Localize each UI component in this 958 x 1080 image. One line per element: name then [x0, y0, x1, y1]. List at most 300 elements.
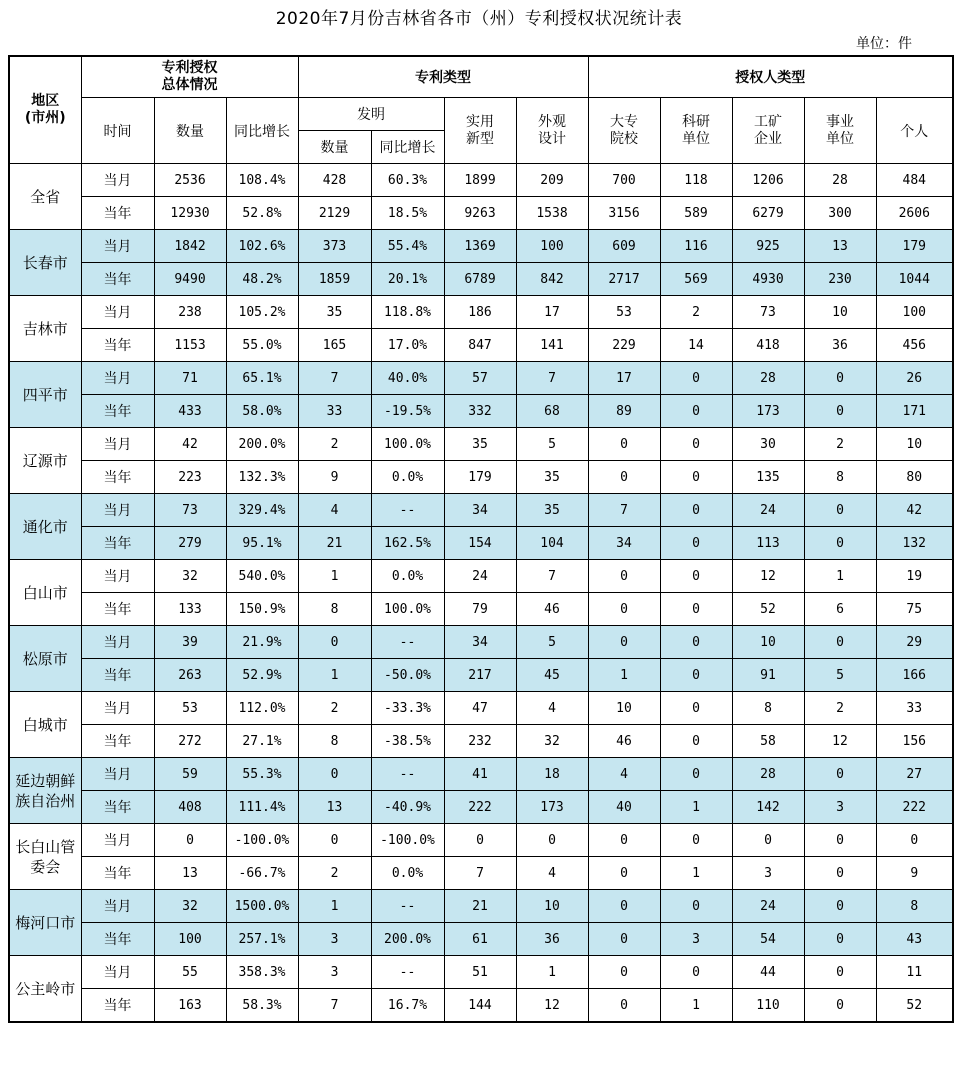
cell-college: 0 [588, 923, 660, 956]
cell-utility: 222 [444, 791, 516, 824]
cell-individual: 484 [876, 164, 953, 197]
cell-individual: 80 [876, 461, 953, 494]
cell-institution: 0 [804, 923, 876, 956]
cell-inv-quantity: 1859 [298, 263, 371, 296]
cell-college: 0 [588, 857, 660, 890]
patent-statistics-table [8, 55, 954, 1023]
cell-design: 45 [516, 659, 588, 692]
cell-institution: 5 [804, 659, 876, 692]
cell-inv-yoy: 200.0% [371, 923, 444, 956]
cell-research: 116 [660, 230, 732, 263]
cell-time: 当年 [81, 527, 154, 560]
table-row [9, 857, 953, 890]
header-region-text: 地区 (市州) [24, 93, 66, 126]
cell-research: 0 [660, 956, 732, 989]
cell-individual: 43 [876, 923, 953, 956]
cell-institution: 6 [804, 593, 876, 626]
cell-design: 842 [516, 263, 588, 296]
cell-time: 当年 [81, 197, 154, 230]
cell-yoy: 102.6% [226, 230, 298, 263]
cell-utility: 7 [444, 857, 516, 890]
cell-utility: 217 [444, 659, 516, 692]
cell-yoy: 58.3% [226, 989, 298, 1023]
cell-utility: 144 [444, 989, 516, 1023]
header-research [660, 98, 732, 164]
cell-college: 0 [588, 560, 660, 593]
cell-individual: 2606 [876, 197, 953, 230]
cell-quantity: 42 [154, 428, 226, 461]
table-row [9, 626, 953, 659]
cell-institution: 0 [804, 527, 876, 560]
cell-research: 1 [660, 989, 732, 1023]
cell-individual: 8 [876, 890, 953, 923]
header-college [588, 98, 660, 164]
cell-individual: 456 [876, 329, 953, 362]
cell-time: 当月 [81, 626, 154, 659]
header-total-group-text: 专利授权 总体情况 [161, 60, 218, 93]
cell-inv-yoy: 162.5% [371, 527, 444, 560]
cell-enterprise: 52 [732, 593, 804, 626]
cell-institution: 300 [804, 197, 876, 230]
cell-research: 3 [660, 923, 732, 956]
cell-inv-yoy: 16.7% [371, 989, 444, 1023]
cell-design: 17 [516, 296, 588, 329]
cell-inv-yoy: 100.0% [371, 428, 444, 461]
cell-inv-yoy: -- [371, 890, 444, 923]
cell-design: 141 [516, 329, 588, 362]
region-name: 吉林市 [9, 296, 81, 362]
cell-inv-yoy: -- [371, 758, 444, 791]
cell-institution: 0 [804, 362, 876, 395]
cell-inv-quantity: 428 [298, 164, 371, 197]
cell-yoy: 200.0% [226, 428, 298, 461]
cell-yoy: 111.4% [226, 791, 298, 824]
cell-enterprise: 6279 [732, 197, 804, 230]
header-time: 时间 [81, 98, 154, 164]
cell-quantity: 73 [154, 494, 226, 527]
cell-design: 5 [516, 626, 588, 659]
table-row [9, 791, 953, 824]
cell-design: 35 [516, 494, 588, 527]
cell-enterprise: 44 [732, 956, 804, 989]
cell-college: 0 [588, 824, 660, 857]
cell-individual: 132 [876, 527, 953, 560]
region-name: 公主岭市 [9, 956, 81, 1023]
cell-quantity: 263 [154, 659, 226, 692]
cell-college: 7 [588, 494, 660, 527]
region-name: 梅河口市 [9, 890, 81, 956]
cell-design: 1538 [516, 197, 588, 230]
cell-inv-yoy: 18.5% [371, 197, 444, 230]
table-body [9, 164, 953, 1023]
cell-college: 700 [588, 164, 660, 197]
cell-college: 2717 [588, 263, 660, 296]
page-title: 2020年7月份吉林省各市（州）专利授权状况统计表 [275, 9, 683, 29]
cell-enterprise: 8 [732, 692, 804, 725]
cell-time: 当年 [81, 593, 154, 626]
cell-inv-yoy: -100.0% [371, 824, 444, 857]
cell-college: 1 [588, 659, 660, 692]
cell-design: 4 [516, 692, 588, 725]
cell-inv-quantity: 4 [298, 494, 371, 527]
cell-college: 0 [588, 890, 660, 923]
cell-time: 当月 [81, 560, 154, 593]
region-name: 辽源市 [9, 428, 81, 494]
table-row [9, 395, 953, 428]
region-name: 松原市 [9, 626, 81, 692]
cell-inv-yoy: 17.0% [371, 329, 444, 362]
cell-college: 0 [588, 461, 660, 494]
cell-individual: 33 [876, 692, 953, 725]
cell-yoy: 358.3% [226, 956, 298, 989]
cell-yoy: 1500.0% [226, 890, 298, 923]
cell-time: 当月 [81, 692, 154, 725]
cell-college: 0 [588, 428, 660, 461]
cell-yoy: 27.1% [226, 725, 298, 758]
cell-inv-quantity: 7 [298, 362, 371, 395]
cell-time: 当年 [81, 857, 154, 890]
cell-utility: 47 [444, 692, 516, 725]
cell-research: 0 [660, 395, 732, 428]
table-row [9, 725, 953, 758]
cell-yoy: 95.1% [226, 527, 298, 560]
cell-time: 当年 [81, 725, 154, 758]
cell-individual: 10 [876, 428, 953, 461]
cell-inv-quantity: 0 [298, 626, 371, 659]
cell-institution: 0 [804, 989, 876, 1023]
cell-yoy: 58.0% [226, 395, 298, 428]
cell-individual: 26 [876, 362, 953, 395]
cell-yoy: 55.3% [226, 758, 298, 791]
cell-institution: 8 [804, 461, 876, 494]
cell-yoy: 55.0% [226, 329, 298, 362]
cell-inv-quantity: 1 [298, 659, 371, 692]
cell-inv-quantity: 2 [298, 692, 371, 725]
cell-quantity: 238 [154, 296, 226, 329]
cell-design: 7 [516, 362, 588, 395]
cell-inv-quantity: 33 [298, 395, 371, 428]
cell-individual: 29 [876, 626, 953, 659]
cell-enterprise: 110 [732, 989, 804, 1023]
cell-research: 0 [660, 659, 732, 692]
cell-inv-quantity: 2 [298, 857, 371, 890]
header-individual: 个人 [876, 98, 953, 164]
cell-quantity: 408 [154, 791, 226, 824]
cell-utility: 41 [444, 758, 516, 791]
table-row [9, 329, 953, 362]
cell-utility: 51 [444, 956, 516, 989]
cell-college: 229 [588, 329, 660, 362]
cell-utility: 1369 [444, 230, 516, 263]
cell-yoy: 21.9% [226, 626, 298, 659]
header-college-text: 大专 院校 [610, 113, 638, 147]
region-name: 白山市 [9, 560, 81, 626]
cell-inv-yoy: -38.5% [371, 725, 444, 758]
cell-time: 当年 [81, 263, 154, 296]
cell-enterprise: 30 [732, 428, 804, 461]
cell-enterprise: 91 [732, 659, 804, 692]
cell-inv-quantity: 7 [298, 989, 371, 1023]
cell-college: 10 [588, 692, 660, 725]
table-row [9, 263, 953, 296]
cell-individual: 166 [876, 659, 953, 692]
cell-individual: 179 [876, 230, 953, 263]
cell-enterprise: 3 [732, 857, 804, 890]
table-row [9, 296, 953, 329]
cell-individual: 19 [876, 560, 953, 593]
cell-enterprise: 28 [732, 758, 804, 791]
cell-quantity: 133 [154, 593, 226, 626]
cell-college: 0 [588, 956, 660, 989]
header-design-text: 外观 设计 [538, 113, 566, 147]
cell-time: 当月 [81, 164, 154, 197]
cell-utility: 847 [444, 329, 516, 362]
cell-enterprise: 418 [732, 329, 804, 362]
cell-utility: 79 [444, 593, 516, 626]
table-row [9, 890, 953, 923]
cell-institution: 0 [804, 395, 876, 428]
cell-inv-yoy: 118.8% [371, 296, 444, 329]
cell-utility: 186 [444, 296, 516, 329]
header-enterprise-text: 工矿 企业 [754, 113, 782, 147]
region-name: 全省 [9, 164, 81, 230]
cell-institution: 10 [804, 296, 876, 329]
table-row [9, 956, 953, 989]
cell-quantity: 279 [154, 527, 226, 560]
cell-inv-yoy: 40.0% [371, 362, 444, 395]
cell-enterprise: 24 [732, 890, 804, 923]
cell-yoy: -100.0% [226, 824, 298, 857]
cell-research: 0 [660, 362, 732, 395]
cell-yoy: -66.7% [226, 857, 298, 890]
cell-enterprise: 1206 [732, 164, 804, 197]
cell-individual: 1044 [876, 263, 953, 296]
cell-design: 1 [516, 956, 588, 989]
cell-yoy: 540.0% [226, 560, 298, 593]
cell-design: 173 [516, 791, 588, 824]
cell-research: 0 [660, 758, 732, 791]
cell-inv-quantity: 2129 [298, 197, 371, 230]
cell-inv-yoy: 100.0% [371, 593, 444, 626]
cell-inv-quantity: 21 [298, 527, 371, 560]
table-row [9, 461, 953, 494]
header-institution-text: 事业 单位 [826, 113, 854, 147]
cell-research: 14 [660, 329, 732, 362]
cell-institution: 2 [804, 692, 876, 725]
cell-utility: 332 [444, 395, 516, 428]
cell-design: 32 [516, 725, 588, 758]
cell-enterprise: 73 [732, 296, 804, 329]
header-design [516, 98, 588, 164]
cell-quantity: 59 [154, 758, 226, 791]
region-name: 长春市 [9, 230, 81, 296]
cell-inv-yoy: -- [371, 494, 444, 527]
cell-yoy: 108.4% [226, 164, 298, 197]
table-row [9, 758, 953, 791]
cell-inv-quantity: 0 [298, 824, 371, 857]
cell-design: 12 [516, 989, 588, 1023]
cell-quantity: 163 [154, 989, 226, 1023]
cell-institution: 0 [804, 890, 876, 923]
cell-time: 当月 [81, 428, 154, 461]
cell-research: 0 [660, 593, 732, 626]
cell-institution: 2 [804, 428, 876, 461]
region-name: 四平市 [9, 362, 81, 428]
cell-enterprise: 0 [732, 824, 804, 857]
cell-institution: 0 [804, 758, 876, 791]
cell-design: 35 [516, 461, 588, 494]
region-name: 长白山管委会 [9, 824, 81, 890]
cell-research: 0 [660, 560, 732, 593]
cell-time: 当年 [81, 791, 154, 824]
cell-research: 0 [660, 692, 732, 725]
table-row [9, 659, 953, 692]
cell-utility: 35 [444, 428, 516, 461]
cell-college: 0 [588, 626, 660, 659]
cell-individual: 156 [876, 725, 953, 758]
cell-time: 当年 [81, 395, 154, 428]
cell-yoy: 65.1% [226, 362, 298, 395]
cell-design: 10 [516, 890, 588, 923]
cell-design: 104 [516, 527, 588, 560]
cell-time: 当月 [81, 824, 154, 857]
cell-quantity: 55 [154, 956, 226, 989]
cell-inv-yoy: 0.0% [371, 560, 444, 593]
cell-quantity: 13 [154, 857, 226, 890]
cell-utility: 154 [444, 527, 516, 560]
cell-utility: 1899 [444, 164, 516, 197]
cell-utility: 179 [444, 461, 516, 494]
cell-time: 当月 [81, 956, 154, 989]
cell-inv-quantity: 8 [298, 593, 371, 626]
unit-label: 单位：件 [856, 36, 912, 52]
cell-individual: 0 [876, 824, 953, 857]
table-row [9, 560, 953, 593]
cell-time: 当月 [81, 362, 154, 395]
cell-research: 0 [660, 626, 732, 659]
cell-institution: 13 [804, 230, 876, 263]
cell-college: 0 [588, 593, 660, 626]
cell-quantity: 433 [154, 395, 226, 428]
cell-enterprise: 12 [732, 560, 804, 593]
header-utility [444, 98, 516, 164]
cell-research: 569 [660, 263, 732, 296]
cell-inv-yoy: 55.4% [371, 230, 444, 263]
cell-quantity: 32 [154, 560, 226, 593]
cell-enterprise: 173 [732, 395, 804, 428]
header-enterprise [732, 98, 804, 164]
cell-institution: 3 [804, 791, 876, 824]
cell-yoy: 112.0% [226, 692, 298, 725]
cell-individual: 9 [876, 857, 953, 890]
cell-institution: 230 [804, 263, 876, 296]
cell-individual: 27 [876, 758, 953, 791]
cell-yoy: 150.9% [226, 593, 298, 626]
table-row [9, 923, 953, 956]
cell-enterprise: 24 [732, 494, 804, 527]
header-institution [804, 98, 876, 164]
cell-quantity: 1153 [154, 329, 226, 362]
cell-inv-yoy: -- [371, 626, 444, 659]
cell-research: 0 [660, 494, 732, 527]
cell-inv-quantity: 2 [298, 428, 371, 461]
cell-quantity: 1842 [154, 230, 226, 263]
cell-inv-yoy: -40.9% [371, 791, 444, 824]
cell-inv-yoy: -19.5% [371, 395, 444, 428]
cell-quantity: 71 [154, 362, 226, 395]
cell-enterprise: 58 [732, 725, 804, 758]
cell-yoy: 257.1% [226, 923, 298, 956]
cell-research: 0 [660, 890, 732, 923]
cell-college: 34 [588, 527, 660, 560]
table-row [9, 230, 953, 263]
cell-utility: 24 [444, 560, 516, 593]
cell-time: 当年 [81, 659, 154, 692]
cell-inv-quantity: 8 [298, 725, 371, 758]
cell-inv-quantity: 3 [298, 956, 371, 989]
table-row [9, 527, 953, 560]
cell-institution: 0 [804, 857, 876, 890]
cell-college: 609 [588, 230, 660, 263]
cell-yoy: 52.9% [226, 659, 298, 692]
cell-yoy: 329.4% [226, 494, 298, 527]
cell-individual: 11 [876, 956, 953, 989]
cell-quantity: 12930 [154, 197, 226, 230]
cell-quantity: 272 [154, 725, 226, 758]
cell-enterprise: 4930 [732, 263, 804, 296]
cell-design: 100 [516, 230, 588, 263]
cell-design: 46 [516, 593, 588, 626]
cell-institution: 0 [804, 956, 876, 989]
cell-quantity: 0 [154, 824, 226, 857]
cell-institution: 28 [804, 164, 876, 197]
cell-research: 0 [660, 461, 732, 494]
cell-research: 1 [660, 791, 732, 824]
cell-design: 5 [516, 428, 588, 461]
cell-utility: 232 [444, 725, 516, 758]
cell-quantity: 223 [154, 461, 226, 494]
cell-research: 2 [660, 296, 732, 329]
cell-institution: 0 [804, 824, 876, 857]
header-invention: 发明 [298, 98, 444, 131]
cell-enterprise: 10 [732, 626, 804, 659]
cell-individual: 52 [876, 989, 953, 1023]
cell-design: 18 [516, 758, 588, 791]
header-region [9, 56, 81, 164]
header-applicant-group: 授权人类型 [588, 56, 953, 98]
cell-college: 40 [588, 791, 660, 824]
cell-inv-quantity: 9 [298, 461, 371, 494]
cell-inv-yoy: -33.3% [371, 692, 444, 725]
cell-institution: 0 [804, 494, 876, 527]
cell-utility: 6789 [444, 263, 516, 296]
cell-time: 当月 [81, 494, 154, 527]
cell-time: 当月 [81, 890, 154, 923]
cell-quantity: 32 [154, 890, 226, 923]
cell-college: 17 [588, 362, 660, 395]
cell-utility: 57 [444, 362, 516, 395]
cell-design: 68 [516, 395, 588, 428]
cell-time: 当月 [81, 296, 154, 329]
cell-time: 当年 [81, 989, 154, 1023]
header-inv-yoy: 同比增长 [371, 131, 444, 164]
cell-time: 当月 [81, 758, 154, 791]
table-row [9, 428, 953, 461]
cell-utility: 0 [444, 824, 516, 857]
table-row [9, 494, 953, 527]
cell-inv-yoy: 20.1% [371, 263, 444, 296]
cell-quantity: 9490 [154, 263, 226, 296]
